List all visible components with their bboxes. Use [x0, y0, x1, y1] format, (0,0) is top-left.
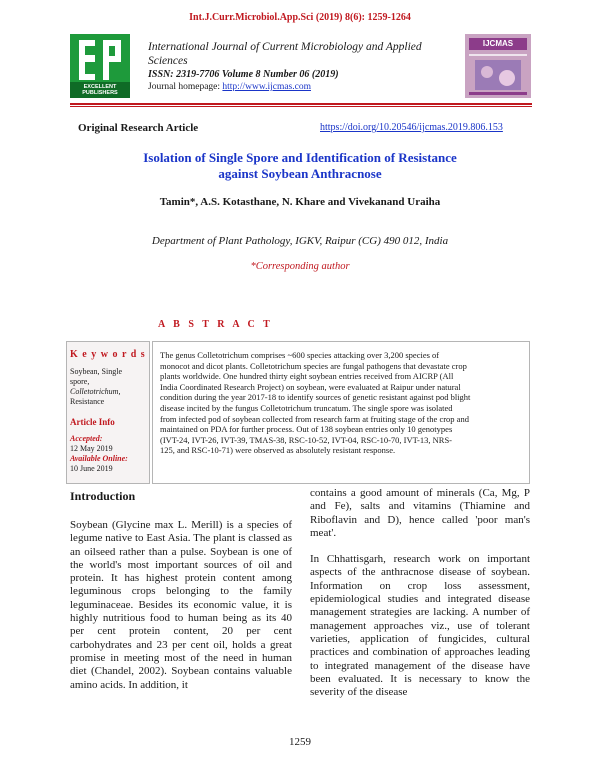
homepage-link[interactable]: http://www.ijcmas.com: [222, 82, 311, 92]
article-title: [80, 150, 520, 182]
keywords-heading: K e y w o r d s: [70, 349, 146, 360]
publisher-logo: [70, 34, 130, 98]
online-date: 10 June 2019: [70, 464, 113, 473]
body-paragraph: In Chhattisgarh, research work on important aspects of the anthracnose disease of soybean. Information on crop loss assessment, epidemiological studies and integrated disease management strategies are lacking. A number of management approaches viz., use of tolerant varieties, application of fungicides, cultural practices and combination of approaches leading to integrated management of the disease have been evaluated. It is necessary to know the severity of the disease: [310, 553, 530, 699]
cover-text: IJCMAS: [482, 39, 514, 48]
header-rule-bottom: [70, 106, 532, 107]
article-type: Original Research Article: [78, 122, 199, 134]
keyword-item: Colletotrichum,: [70, 387, 121, 396]
page-number: 1259: [289, 736, 311, 748]
body-column-right: [310, 487, 530, 699]
journal-masthead: [148, 40, 458, 94]
abstract-line: India Coordinated Research Project) on soybean, were evaluated at Raipur under natural: [160, 381, 461, 392]
abstract-line: monocot and dicot plants. Colletotrichum species are fungal pathogens that devastate crop: [160, 360, 467, 371]
abstract-line: maintained on PDA for further process. Out of 138 soybean entries only 10 genotypes: [160, 424, 453, 435]
issn-line: ISSN: 2319-7706 Volume 8 Number 06 (2019): [148, 69, 339, 80]
abstract-line: 125, and RSC-10-71) were observed as absolutely resistant response.: [160, 445, 396, 456]
title-line-1: Isolation of Single Spore and Identification of Resistance: [143, 150, 457, 165]
header-rule-top: [70, 103, 532, 105]
running-head: Int.J.Curr.Microbiol.App.Sci (2019) 8(6): 1259-1264: [189, 12, 411, 23]
logo-text: EXCELLENT PUBLISHERS: [82, 84, 118, 96]
article-info-heading: Article Info: [70, 417, 115, 427]
keyword-item: Resistance: [70, 397, 105, 406]
affiliation: Department of Plant Pathology, IGKV, Raipur (CG) 490 012, India: [151, 235, 449, 247]
homepage-label: Journal homepage:: [148, 82, 223, 92]
abstract-line: (IVT-24, IVT-26, IVT-39, TMAS-38, RSC-10-52, IVT-04, RSC-10-70, IVT-13, NRS-: [160, 434, 453, 445]
corresponding-author: *Corresponding author: [250, 261, 350, 272]
body-column-left: [70, 519, 292, 692]
introduction-heading: Introduction: [70, 489, 136, 503]
title-line-2: against Soybean Anthracnose: [218, 166, 382, 181]
abstract-line: from infected pod of soybean collected from research farm at fruiting stage of the crop and: [160, 413, 469, 424]
keyword-item: Soybean, Single: [70, 367, 122, 376]
journal-name: International Journal of Current Microbiology and Applied Sciences: [148, 41, 422, 67]
body-paragraph: contains a good amount of minerals (Ca, Mg, P and Fe), salts and vitamins (Thiamine and Riboflavin and D), hence called 'poor man's meat'.: [310, 487, 530, 539]
authors: Tamin*, A.S. Kotasthane, N. Khare and Vivekanand Uraiha: [159, 196, 441, 208]
abstract-line: disease incited by the fungus Colletotrichum truncatum. The single spore was isolated: [160, 402, 453, 413]
homepage-line: [148, 81, 458, 94]
accepted-date: 12 May 2019: [70, 444, 113, 453]
doi-link[interactable]: https://doi.org/10.20546/ijcmas.2019.806.153: [320, 122, 503, 133]
abstract-line: condition during the year 2017-18 to identify sources of genetic resistant against pod blight: [160, 392, 471, 403]
abstract-line: The genus Colletotrichum comprises ~600 species attacking over 3,200 species of: [160, 350, 440, 360]
abstract-line: plants worldwide. One hundred thirty eight soybean entries received from AICRP (All: [160, 371, 454, 382]
abstract-text: [160, 350, 521, 456]
abstract-heading: A B S T R A C T: [158, 319, 273, 330]
body-paragraph: Soybean (Glycine max L. Merill) is a species of legume native to East Asia. The plant is classed as an oilseed rather than a pulse. Soybean is one of the world's most important sources of oil and protein. It has highest protein content among leguminous crops belonging to the family leguminaceae. Besides its economic value, it is highly nutritious food to human being as its 40 per cent protein content, 20 per cent carbohydrates and 23 per cent oil, holds a great promise in meeting most of the need in human diet (Chandel, 2002). Soybean contains valuable amino acids. In addition, it: [70, 519, 292, 691]
article-dates: [70, 434, 146, 474]
journal-cover: [465, 34, 531, 98]
keywords-list: [70, 367, 146, 407]
accepted-label: Accepted:: [70, 434, 103, 443]
online-label: Available Online:: [70, 454, 128, 463]
keyword-item: spore,: [70, 377, 90, 386]
